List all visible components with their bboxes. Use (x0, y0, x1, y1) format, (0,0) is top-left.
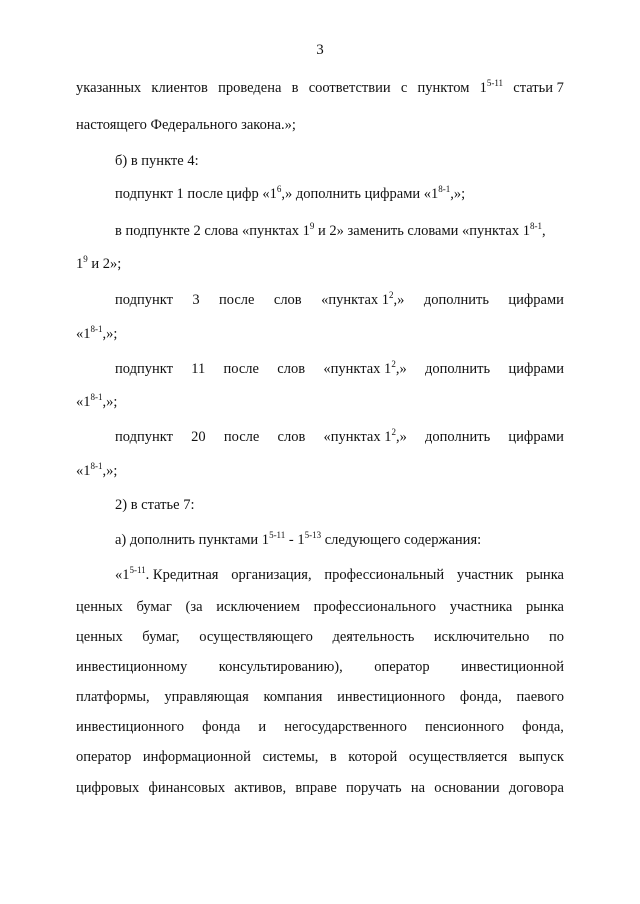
text-line-20: инвестиционного фонда и негосударственного пенсионного фонда, (76, 719, 564, 735)
text-line-2: настоящего Федерального закона.»; (76, 117, 296, 133)
text-line-21: оператор информационной системы, в которой осуществляется выпуск (76, 749, 564, 765)
text-line-9: подпункт 11 после слов «пунктах $1^2$,» дополнить цифрами (115, 359, 564, 377)
text-line-22: цифровых финансовых активов, вправе поручать на основании договора (76, 780, 564, 796)
page-number: 3 (316, 42, 324, 58)
text-line-3: б) в пункте 4: (115, 153, 199, 169)
text-line-7: подпункт 3 после слов «пунктах $1^2$,» дополнить цифрами (115, 290, 564, 308)
text-line-6: $1^9$ и 2»; (76, 254, 122, 272)
text-line-8: «1$^{8-1}$,»; (76, 324, 118, 342)
text-line-18: инвестиционному консультированию), оператор инвестиционной (76, 659, 564, 675)
text-line-15: «1$^{5-11}$. Кредитная организация, профессиональный участник рынка (115, 565, 564, 583)
text-line-17: ценных бумаг, осуществляющего деятельность исключительно по (76, 629, 564, 645)
text-line-13: 2) в статье 7: (115, 497, 195, 513)
text-line-19: платформы, управляющая компания инвестиционного фонда, паевого (76, 689, 564, 705)
text-line-11: подпункт 20 после слов «пунктах $1^2$,» дополнить цифрами (115, 427, 564, 445)
text-line-12: «1$^{8-1}$,»; (76, 461, 118, 479)
text-line-10: «1$^{8-1}$,»; (76, 392, 118, 410)
text-line-16: ценных бумаг (за исключением профессионального участника рынка (76, 599, 564, 615)
text-line-4: подпункт 1 после цифр «$1^6$,» дополнить цифрами «1$^{8-1}$,»; (115, 184, 466, 202)
text-line-5: в подпункте 2 слова «пунктах $1^9$ и 2» заменить словами «пунктах 1$^{8-1}$, (115, 221, 546, 239)
text-line-1: указанных клиентов проведена в соответствии с пунктом 1$^{5-11}$ статьи 7 (76, 78, 564, 96)
text-line-14: а) дополнить пунктами 1$^{5-11}$ - 1$^{5-13}$ следующего содержания: (115, 530, 482, 548)
